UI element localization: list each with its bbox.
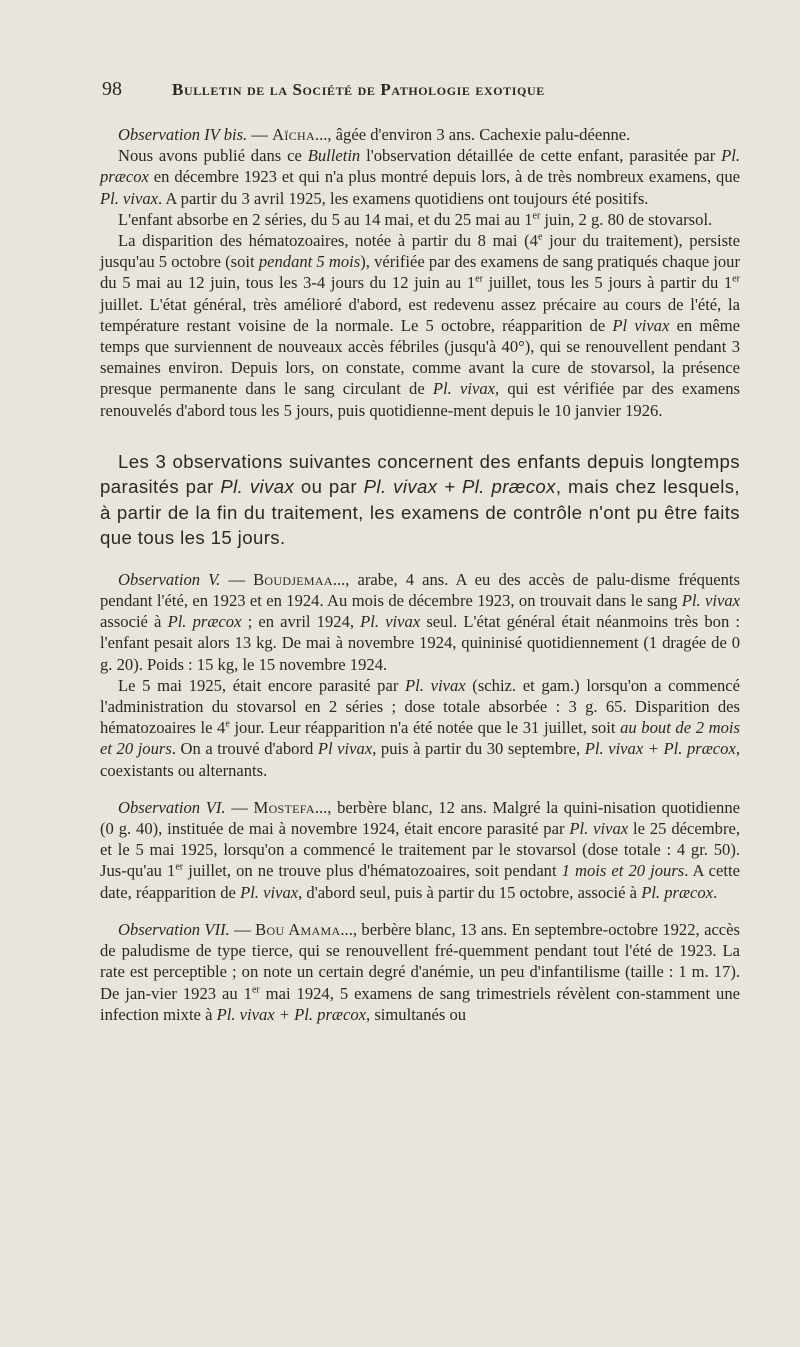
patient-name: Boudjemaa [253, 569, 333, 589]
spacer [100, 421, 740, 449]
patient-name: Bou Amama [255, 919, 341, 939]
paragraph: La disparition des hématozoaires, notée à partir du 8 mai (4e jour du traitement), persiste jusqu'au 5 octobre (soit pendant 5 mois), vérifiée par des examens de sang pratiqués chaque jour du 5 mai au 12 juin, tous les 3-4 jours du 12 juin au 1er juillet, tous les 5 jours à partir du 1er juillet. L'état général, très amélioré d'abord, est redevenu assez précaire au cours de l'été, la température restant voisine de la normale. Le 5 octobre, réapparition de Pl vivax en même temps que surviennent de nouveaux accès fébriles (jusqu'à 40°), qui se renouvellent pendant 3 semaines environ. Depuis lors, on constate, comme avant la cure de stovarsol, la présence presque permanente dans le sang circulant de Pl. vivax, qui est vérifiée par des examens renouvelés d'abord tous les 5 jours, puis quotidienne-ment depuis le 10 janvier 1926. [100, 231, 741, 420]
observation-4bis-heading: Observation IV bis. — Aïcha..., âgée d'environ 3 ans. Cachexie palu-déenne. [118, 125, 631, 144]
spacer [100, 551, 740, 569]
observation-6: Observation VI. — Mostefa..., berbère blanc, 12 ans. Malgré la quini-nisation quotidienne (0 g. 40), instituée de mai à novembre 1924, était encore parasité par Pl. vivax le 25 décembre, et le 5 mai 1925, lorsqu'on a commencé le traitement par le stovarsol (dose totale : 4 gr. 50). Jus-qu'au 1er juillet, on ne trouve plus d'hématozoaires, soit pendant 1 mois et 20 jours. A cette date, réapparition de Pl. vivax, d'abord seul, puis à partir du 15 octobre, associé à Pl. præcox. [100, 797, 741, 902]
observation-7: Observation VII. — Bou Amama..., berbère blanc, 13 ans. En septembre-octobre 1922, accès de paludisme de type tierce, qui se renouvellent fré-quemment pendant tout l'été de 1923. La rate est perceptible ; on note un certain degré d'anémie, un peu d'infantilisme (taille : 1 m. 17). De jan-vier 1923 au 1er mai 1924, 5 examens de sang trimestriels révèlent con-stamment une infection mixte à Pl. vivax + Pl. præcox, simultanés ou [100, 919, 741, 1024]
running-title: Bulletin de la Société de Pathologie exotique [172, 80, 545, 99]
page-number: 98 [102, 78, 122, 100]
spacer [100, 903, 740, 919]
intro-paragraph: Les 3 observations suivantes concernent des enfants depuis longtemps parasités par Pl. vivax ou par Pl. vivax + Pl. præcox, mais chez lesquels, à partir de la fin du traitement, les examens de contrôle n'ont pu être faits que tous les 15 jours. [100, 450, 740, 549]
page-body [100, 124, 740, 1025]
page-header [102, 78, 662, 101]
paragraph: L'enfant absorbe en 2 séries, du 5 au 14 mai, et du 25 mai au 1er juin, 2 g. 80 de stovarsol. [118, 209, 713, 229]
patient-name: Mostefa [253, 797, 315, 817]
observation-5: Observation V. — Boudjemaa..., arabe, 4 ans. A eu des accès de palu-disme fréquents pendant l'été, en 1923 et en 1924. Au mois de décembre 1923, on trouvait dans le sang Pl. vivax associé à Pl. præcox ; en avril 1924, Pl. vivax seul. L'état général était néanmoins très bon : l'enfant pesait alors 13 kg. De mai à novembre 1924, quininisé quotidiennement (1 dragée de 0 g. 20). Poids : 15 kg, le 15 novembre 1924. [100, 569, 740, 674]
paragraph: Le 5 mai 1925, était encore parasité par Pl. vivax (schiz. et gam.) lorsqu'on a commencé l'administration du stovarsol en 2 séries ; dose totale absorbée : 3 g. 65. Disparition des hématozoaires le 4e jour. Leur réapparition n'a été notée que le 31 juillet, soit au bout de 2 mois et 20 jours. On a trouvé d'abord Pl vivax, puis à partir du 30 septembre, Pl. vivax + Pl. præcox, coexistants ou alternants. [100, 675, 741, 780]
patient-name: Aïcha [272, 125, 315, 144]
spacer [100, 781, 740, 797]
paragraph: Nous avons publié dans ce Bulletin l'observation détaillée de cette enfant, parasitée par Pl. præcox en décembre 1923 et qui n'a plus montré depuis lors, à de très nombreux examens, que Pl. vivax. A partir du 3 avril 1925, les examens quotidiens ont toujours été positifs. [100, 146, 740, 208]
